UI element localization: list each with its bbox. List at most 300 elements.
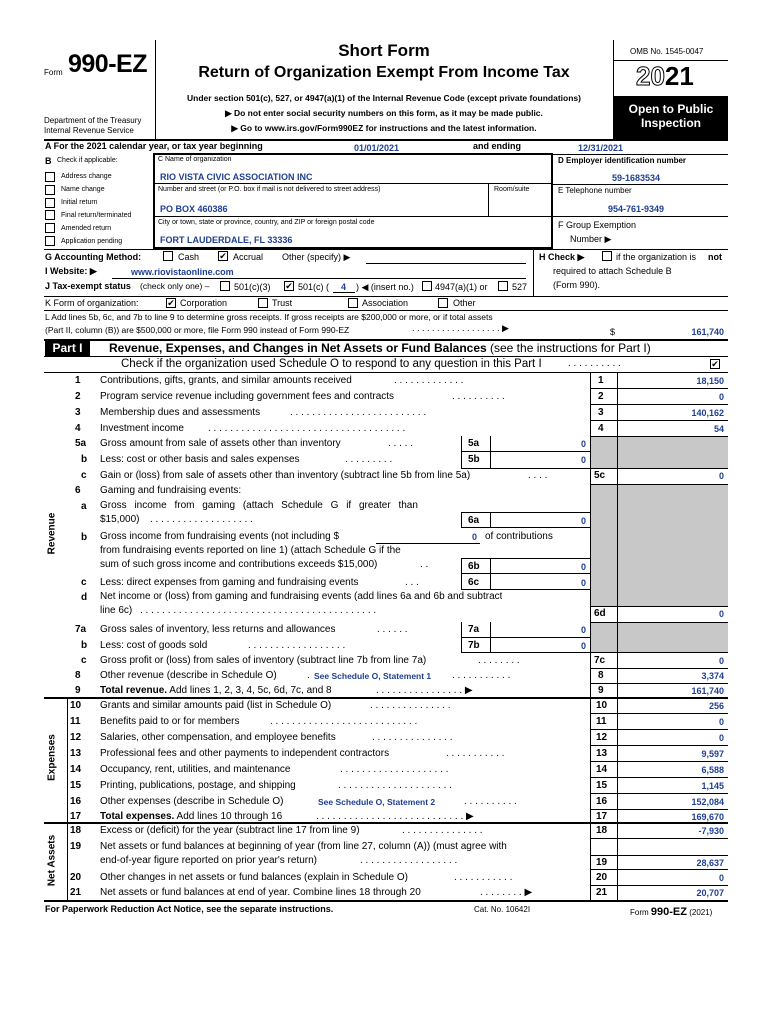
line-dots: . . . . . . . . [478,655,520,666]
line-box: 17 [596,811,608,822]
line-dots: . . . . . . . . . . . . . . . . . . . . . . . . . . . [270,716,418,727]
subtitle-2: ▶ Do not enter social security numbers on this form, as it may be made public. [225,108,543,118]
inner-box [461,512,590,528]
line-box: 5a [468,438,480,449]
part-rule-1 [44,356,728,357]
checkbox-application-pending[interactable] [45,236,55,246]
line-dots-2: . . . . . . . . . . . [452,670,511,681]
line-num: 19 [70,841,82,852]
line-text: Other expenses (describe in Schedule O) [100,796,284,807]
line-text: Membership dues and assessments [100,407,261,418]
line-box: 11 [596,716,607,727]
line-dots: . . . . . . . . . . [452,391,505,402]
line-box: 18 [596,825,608,836]
checkbox-527[interactable] [498,281,508,291]
checkbox-trust[interactable] [258,298,268,308]
line-text: Less: direct expenses from gaming and fundraising events [100,577,359,588]
group-exemption-label: F Group Exemption [558,220,637,230]
line-text-3: sum of such gross income and contributions exceeds $15,000) [100,559,378,570]
line-text: Salaries, other compensation, and employee benefits [100,732,336,743]
street-address: PO BOX 460386 [160,204,228,214]
title-main: Return of Organization Exempt From Income Tax [198,64,570,81]
line-box: 3 [598,407,604,418]
row-a-label: A For the 2021 calendar year, or tax year beginning [45,141,263,151]
line-amount: 18,150 [696,376,724,386]
h-not: not [708,252,722,262]
line-num: 9 [75,685,81,696]
line-text-rest: Add lines 1, 2, 3, 4, 5c, 6d, 7c, and 8 [167,685,332,696]
label-501c: 501(c) ( [298,282,330,292]
line-num: d [81,592,88,603]
line-text: Professional fees and other payments to independent contractors [100,748,390,759]
ein-label: D Employer identification number [558,156,687,165]
line-text: Gross income from gaming (attach Schedule G if greater than [100,500,418,511]
label-corporation: Corporation [180,298,228,308]
row-rule [590,404,728,405]
line-num: 7a [75,624,87,635]
street-label: Number and street (or P.O. box if mail is not delivered to street address) [158,186,381,193]
line-num: 17 [70,811,82,822]
bcd-bottom-rule [44,249,728,250]
form-number: 990-EZ [68,50,147,78]
telephone-value: 954-761-9349 [608,204,665,214]
line-num: b [81,640,88,651]
tax-year [636,61,694,91]
line-text: Gross profit or (loss) from sales of inventory (subtract line 7b from line 7a) [100,655,427,666]
line-text: Less: cost of goods sold [100,640,208,651]
line-dots: . [307,670,310,681]
shade-6abc [591,484,617,606]
line-dots: . . . . . . . . ▶ [480,887,533,898]
footer-form-number: 990-EZ [650,906,687,918]
website-line [112,278,526,279]
inner-box [461,558,590,574]
line-amount: 152,084 [691,797,724,807]
group-number-label: Number ▶ [570,234,612,244]
j-label: J Tax-exempt status [45,281,131,291]
line-box: 7c [594,655,606,666]
line-box: 13 [596,748,608,759]
line-text: Benefits paid to or for members [100,716,240,727]
line-text-2: from fundraising events reported on line 1) (attach Schedule G if the [100,545,401,556]
line-box: 2 [598,391,604,402]
line-dots: . . . [405,577,419,588]
other-method-label: Other (specify) ▶ [282,252,351,262]
side-label-expenses: Expenses [46,734,58,781]
label-final-return: Final return/terminated [61,212,132,219]
checkbox-amended-return[interactable] [45,223,55,233]
schedule-o-check-line: Check if the organization used Schedule O to respond to any question in this Part I [121,358,542,370]
footer-form-year: (2021) [689,908,713,917]
line-text: Gross sales of inventory, less returns and allowances [100,624,336,635]
row-rule [590,761,728,762]
line-amount: 20,707 [696,888,724,898]
line-num: 21 [70,887,82,898]
row-rule [590,388,728,389]
form-word: Form [44,68,63,77]
shade-7ab [591,622,617,652]
row-rule [590,683,728,684]
d-rule-1 [553,184,728,185]
checkbox-address-change[interactable] [45,172,55,182]
org-name: RIO VISTA CIVIC ASSOCIATION INC [160,172,313,182]
j-sublabel: (check only one) – [140,281,210,291]
checkbox-corporation[interactable]: ✔ [167,298,175,308]
line-text: Gross amount from sale of assets other than inventory [100,438,341,449]
line-text: Other revenue (describe in Schedule O) [100,670,277,681]
line-box: 6a [468,515,480,526]
line-dots: . . . . [528,470,548,481]
label-other-org: Other [453,298,476,308]
open-to-public-badge [614,96,728,139]
line-dots: . . . . . . . . . . [464,796,517,807]
row-rule-top [590,606,728,607]
year-outline: 20 [636,61,665,91]
checkbox-accrual[interactable]: ✔ [219,251,227,261]
line-box: 6b [468,561,480,572]
cash-label: Cash [178,252,200,262]
row-rule [590,745,728,746]
label-name-change: Name change [61,186,105,193]
row-rule [590,793,728,794]
line-box: 5b [468,454,480,465]
line-text: Program service revenue including government fees and contracts [100,391,395,402]
year-bold: 21 [664,61,694,91]
shade-5ab-amt [618,436,728,468]
line-num: c [81,470,87,481]
g-label: G Accounting Method: [45,252,142,262]
line-dots: . . . . . . . . . . . . . . . . . . . . . . . . . [290,407,427,418]
checkbox-501c[interactable]: ✔ [285,281,293,291]
line-text: Gaming and fundraising events: [100,485,242,496]
label-4947: 4947(a)(1) or [435,282,488,292]
part-title-main: Revenue, Expenses, and Changes in Net Assets or Fund Balances [109,341,487,355]
h-text-2: required to attach Schedule B [553,266,672,276]
line-dots: . . . . . . . . . . . . . . . . . . [360,855,458,866]
telephone-label: E Telephone number [558,186,632,195]
line-box: 15 [596,780,608,791]
line-text-bold: Total revenue. [100,685,168,696]
h-divider [533,249,534,297]
inner-box [461,622,590,638]
inner-box [461,574,590,590]
line-num: c [81,655,87,666]
catalog-number: Cat. No. 10642I [474,905,531,914]
b-label: B [45,156,52,166]
label-amended-return: Amended return [61,225,112,232]
shade-7ab-amt [618,622,728,652]
line-amount: 256 [708,701,724,711]
end-underline [533,154,728,155]
label-trust: Trust [272,298,293,308]
line-dots: . . . . . . . . . . . [454,872,513,883]
line-num: 5a [75,438,87,449]
ein-value: 59-1683534 [612,173,661,183]
line-dots: . . . . . . . . . . . . . . . . . . [248,640,346,651]
checkbox-schedule-o[interactable]: ✔ [711,359,719,369]
row-rule [590,729,728,730]
line-num: a [81,501,87,512]
line-num: 14 [70,764,82,775]
line-box: 16 [596,796,608,807]
line-amount: 0 [580,455,586,465]
line-box: 19 [596,857,608,868]
line-amount: 0 [718,717,724,727]
footer-form-word: Form [630,908,649,917]
part-title [109,341,651,355]
line-text: Contributions, gifts, grants, and similar amounts received [100,375,352,386]
accrual-label: Accrual [233,252,264,262]
line-num: 13 [70,748,82,759]
line-amount: 0 [580,562,586,572]
checkbox-initial-return[interactable] [45,198,55,208]
dept-line-2: Internal Revenue Service [44,126,134,135]
label-501c3: 501(c)(3) [234,282,271,292]
line-box: 4 [598,423,604,434]
l-line-2: (Part II, column (B)) are $500,000 or more, file Form 990 instead of Form 990-EZ [45,325,350,335]
checkbox-other-org[interactable] [438,298,448,308]
line-amount: 0 [718,609,724,619]
schedule-o-statement-1-link[interactable]: See Schedule O, Statement 1 [314,671,432,681]
room-divider [488,183,489,216]
line-text-2: $15,000) [100,514,140,525]
l-dollar: $ [610,327,616,337]
line-num: 3 [75,407,81,418]
line-num: 2 [75,391,81,402]
line-dots: . . . . . . . . . . . . . . . . . . . . . . . . . . . . . . . . . . . . . . . . . . . [140,605,377,616]
row-rule [590,838,728,839]
h-text-1: if the organization is [616,252,697,262]
l-dots: . . . . . . . . . . . . . . . . . . ▶ [412,323,509,333]
k-label: K Form of organization: [45,298,139,308]
line-num: 11 [70,716,81,727]
website-url[interactable]: www.riovistaonline.com [131,267,234,277]
row-rule-top [590,855,728,856]
line-amount: 0 [580,439,586,449]
b-sublabel: Check if applicable: [57,157,118,164]
label-527: 527 [512,282,528,292]
open-line-2: Inspection [640,116,701,130]
shade-6abc-amt [618,484,728,606]
line-box: 6d [594,608,606,619]
c-name-label: C Name of organization [158,156,232,163]
line-num: b [81,532,88,543]
paperwork-notice: For Paperwork Reduction Act Notice, see the separate instructions. [45,904,334,914]
line-amount: 0 [718,656,724,666]
inner-box [461,452,590,468]
label-application-pending: Application pending [61,238,123,245]
row-rule [590,622,728,623]
row-rule [590,420,728,421]
l-line-1: L Add lines 5b, 6c, and 7b to line 9 to determine gross receipts. If gross receipts are $200,000 or more, or if total assets [45,312,493,322]
line-text-2: line 6c) [100,605,133,616]
line-text: Gain or (loss) from sale of assets other than inventory (subtract line 5b from line 5a) [100,470,471,481]
line-amount: 169,670 [691,812,724,822]
line-num: 8 [75,670,81,681]
website-label: I Website: ▶ [45,266,97,276]
line-amount: 0 [718,733,724,743]
line-dots: . . . . . . . . . [345,454,393,465]
open-line-1: Open to Public [628,102,714,116]
line-num: 15 [70,780,82,791]
line-box: 9 [598,685,604,696]
line-box: 1 [598,375,604,386]
city-state-zip: FORT LAUDERDALE, FL 33336 [160,235,293,245]
subtitle-1: Under section 501(c), 527, or 4947(a)(1) of the Internal Revenue Code (except private foundations) [187,93,581,103]
label-initial-return: Initial return [61,199,98,206]
line-box: 10 [596,700,608,711]
c-rule-1 [154,183,552,184]
line-box: 20 [596,872,608,883]
line-dots: . . . . . . . . . . . . . . . . . . . . . [338,780,452,791]
checkbox-final-return[interactable] [45,210,55,220]
title-short-form: Short Form [338,41,430,60]
row-rule [590,436,728,437]
line-text: Excess or (deficit) for the year (subtract line 17 from line 9) [100,825,360,836]
c-rule-2 [154,216,552,217]
line-num: c [81,577,87,588]
line-dots: . . . . . . . . . . . . . [394,375,464,386]
501c-number-line [333,292,355,293]
line-amount: 0 [718,873,724,883]
line-box: 21 [596,887,608,898]
line-box: 6c [468,577,480,588]
checkbox-name-change[interactable] [45,185,55,195]
line-dots: . . . . . . . . . . . . . . . . . . . . [340,764,449,775]
row-rule [590,869,728,870]
h-text-3: (Form 990). [553,280,601,290]
501c-number: 4 [341,282,347,292]
form-bottom-rule [44,900,728,902]
part-title-note: (see the instructions for Part I) [486,341,651,355]
room-label: Room/suite [494,186,530,193]
line-text: Investment income [100,423,184,434]
label-address-change: Address change [61,173,112,180]
line-num: b [81,454,88,465]
schedule-o-statement-2-link[interactable]: See Schedule O, Statement 2 [318,797,436,807]
line-amount: 0 [580,516,586,526]
line-box: 5c [594,470,606,481]
checkbox-schedule-b[interactable] [602,251,612,261]
row-rule [590,809,728,810]
city-label: City or town, state or province, country, and ZIP or foreign postal code [158,219,375,226]
h-label: H Check ▶ [539,252,585,262]
part-rule-2 [44,372,728,373]
other-method-line [366,263,526,264]
line-amount: 6,588 [701,765,724,775]
row-rule [461,652,728,653]
line-text-after: of contributions [485,531,553,542]
line-dots: . . . . . . . . . . . . . . . . . . . . . . . . . . . ▶ [316,811,474,822]
inner-box [461,638,590,652]
line-amount: -7,930 [698,826,724,836]
checkbox-4947[interactable] [422,281,432,291]
line-amount: 0 [718,471,724,481]
section-side-rule [67,697,68,900]
part-tag: Part I [45,341,90,356]
line-text: Net income or (loss) from gaming and fundraising events (add lines 6a and 6b and subtract [100,591,503,602]
tax-year-begin: 01/01/2021 [354,143,400,153]
line-amount: 0 [580,625,586,635]
j-bottom-rule [44,296,728,297]
line-box: 7b [468,640,480,651]
line-dots: . . . . . . [377,624,408,635]
tax-year-end: 12/31/2021 [578,143,624,153]
line-num: 12 [70,732,82,743]
line-dots: . . . . . . . . . . . . . . . [372,732,453,743]
shade-5ab [591,436,617,468]
line-dots: . . . . . . . . . . . . . . . [370,700,451,711]
line-dots: . . . . . [388,438,414,449]
d-rule-2 [553,216,728,217]
checkbox-501c3[interactable] [220,281,230,291]
line-amount: 28,637 [696,858,724,868]
line-text: Printing, publications, postage, and shipping [100,780,296,791]
line-text: Net assets or fund balances at beginning of year (from line 27, column (A)) (must agree with [100,841,507,852]
line-dots: . . . . . . . . . . . [446,748,505,759]
row-rule [590,885,728,886]
dept-line-1: Department of the Treasury [44,116,142,125]
line-amount: 54 [713,424,724,434]
line-dots: . . . . . . . . . . . . . . . . . . . [150,514,253,525]
row-rule [590,777,728,778]
checkbox-association[interactable] [348,298,358,308]
and-ending-label: and ending [473,141,521,151]
subtitle-3: ▶ Go to www.irs.gov/Form990EZ for instructions and the latest information. [231,123,537,133]
line-text-bold: Total expenses. [100,811,175,822]
line-amount: 1,145 [701,781,724,791]
gross-receipts-amount: 161,740 [691,327,724,337]
line-amount: 9,597 [701,749,724,759]
row-rule [590,713,728,714]
line-text-2: end-of-year figure reported on prior year's return) [100,855,318,866]
line-text: Net assets or fund balances at end of year. Combine lines 18 through 20 [100,887,421,898]
line-text: Grants and similar amounts paid (list in Schedule O) [100,700,332,711]
omb-number: OMB No. 1545-0047 [630,47,704,56]
line-num: 6 [75,485,81,496]
line-box: 8 [598,670,604,681]
line-text [100,684,332,697]
fundraising-contributions: 0 [472,532,478,542]
side-label-revenue: Revenue [46,512,58,555]
line-text: Other changes in net assets or fund balances (explain in Schedule O) [100,872,408,883]
checkbox-cash[interactable] [163,251,173,261]
line-amount: 3,374 [701,671,724,681]
label-insert-no: ) ◀ (insert no.) [356,282,414,292]
row-rule [590,668,728,669]
row-rule [590,484,728,485]
line-num: 16 [70,796,82,807]
k-bottom-rule [44,310,728,311]
line-dots: . . . . . . . . . . . . . . . . . . . . . . . . . . . . . . . . . . . . [208,423,406,434]
line-box: 12 [596,732,608,743]
line-amount: 161,740 [691,686,724,696]
line-text: Gross income from fundraising events (not including $ [100,531,340,542]
line-amount: 0 [580,578,586,588]
label-association: Association [362,298,409,308]
inner-box [461,436,590,452]
line-text: Occupancy, rent, utilities, and maintenance [100,764,291,775]
schedule-o-dots: . . . . . . . . . . [568,358,621,369]
line-amount: 0 [718,392,724,402]
line-num: 4 [75,423,81,434]
line-box: 7a [468,624,480,635]
line-num: 20 [70,872,82,883]
line-amount: 0 [580,641,586,651]
line-dots: . . . . . . . . . . . . . . . . ▶ [376,685,473,696]
line-num: 10 [70,700,82,711]
line-box: 14 [596,764,608,775]
